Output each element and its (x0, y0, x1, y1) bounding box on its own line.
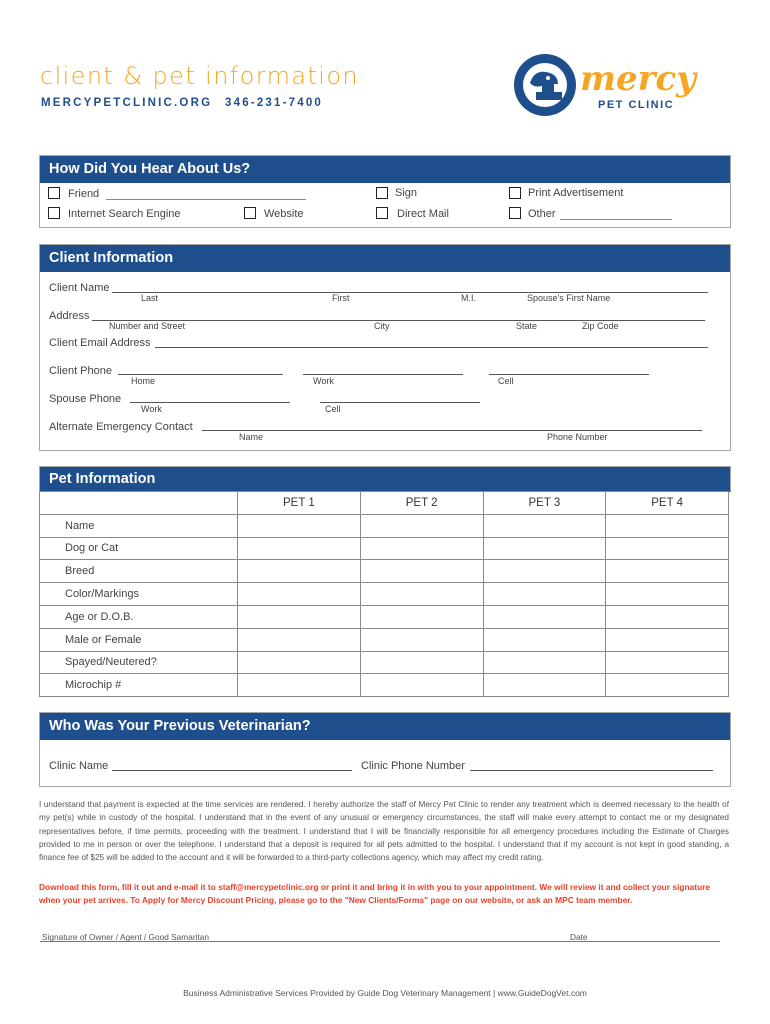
website-label: Website (264, 208, 304, 220)
pet-cell[interactable] (360, 537, 483, 560)
client-name-field[interactable] (112, 292, 708, 293)
pet-cell[interactable] (360, 674, 483, 697)
mercy-logo (512, 50, 712, 120)
row-label-age: Age or D.O.B. (40, 605, 238, 628)
pet-cell[interactable] (238, 628, 361, 651)
pet-cell[interactable] (606, 537, 729, 560)
table-row (40, 560, 729, 583)
pet-cell[interactable] (238, 583, 361, 606)
direct-mail-label: Direct Mail (397, 208, 449, 220)
row-label-color: Color/Markings (40, 583, 238, 606)
pet-cell[interactable] (483, 674, 606, 697)
previous-vet-section (39, 712, 731, 787)
row-label-spayed: Spayed/Neutered? (40, 651, 238, 674)
spouse-cell-caption: Cell (325, 404, 341, 414)
middle-initial-caption: M.I. (461, 293, 476, 303)
spouse-work-caption: Work (141, 404, 162, 414)
other-field[interactable] (560, 219, 672, 220)
internet-label: Internet Search Engine (68, 208, 181, 220)
spouse-work-phone-field[interactable] (130, 402, 290, 403)
pet-info-heading: Pet Information (40, 467, 730, 492)
pet-cell[interactable] (238, 560, 361, 583)
spouse-phone-label: Spouse Phone (49, 393, 122, 405)
home-caption: Home (131, 376, 156, 386)
pet-cell[interactable] (606, 605, 729, 628)
pet-cell[interactable] (606, 514, 729, 537)
pet-cell[interactable] (360, 628, 483, 651)
authorization-paragraph: I understand that payment is expected at the time services are rendered. I hereby authorize the staff of Mercy Pet Clinic to render any treatment which is deemed necessary to the health of my pet(s) while in custody of the hospital. I understand that in the event of any unusual or emergency circumstances, the staff will make every attempt to contact me or my designated representatives before, if time permits, proceeding with the treatment. I understand that I will be financially responsible for all emergency procedures including the Estimate of Charges provided to me in person or over the telephone. I understand that a deposit is required for all pets admitted to the hospital. I understand that if my account is not kept in good standing, a finance fee of $25 will be added to the account and it will be forwarded to a third-party collections agency, which may affect my credit rating. (39, 800, 729, 863)
table-row (40, 651, 729, 674)
svg-text:PET CLINIC: PET CLINIC (598, 99, 675, 111)
pet-table (39, 491, 729, 697)
table-row (40, 537, 729, 560)
pet-cell[interactable] (606, 560, 729, 583)
website-checkbox[interactable] (244, 207, 256, 219)
pet-cell[interactable] (483, 583, 606, 606)
date-label: Date (570, 932, 588, 942)
table-row (40, 628, 729, 651)
sign-checkbox[interactable] (376, 187, 388, 199)
street-caption: Number and Street (109, 321, 186, 331)
address-label: Address (49, 310, 90, 322)
friend-checkbox[interactable] (48, 187, 60, 199)
friend-label: Friend (68, 188, 100, 200)
print-ad-label: Print Advertisement (528, 187, 624, 199)
signature-label: Signature of Owner / Agent / Good Samaritan (42, 932, 209, 942)
pet-cell[interactable] (606, 628, 729, 651)
internet-checkbox[interactable] (48, 207, 60, 219)
pet-info-section (39, 466, 731, 492)
pet-cell[interactable] (483, 537, 606, 560)
home-phone-field[interactable] (118, 374, 283, 375)
row-label-species: Dog or Cat (40, 537, 238, 560)
row-label-breed: Breed (40, 560, 238, 583)
alt-contact-field[interactable] (202, 430, 702, 431)
alt-name-caption: Name (239, 432, 264, 442)
cell-caption: Cell (498, 376, 514, 386)
friend-field[interactable] (106, 199, 306, 200)
pet-cell[interactable] (238, 514, 361, 537)
row-label-microchip: Microchip # (40, 674, 238, 697)
clinic-phone-field[interactable] (470, 770, 713, 771)
direct-mail-checkbox[interactable] (376, 207, 388, 219)
pet-cell[interactable] (360, 560, 483, 583)
row-label-name: Name (40, 514, 238, 537)
pet-cell[interactable] (606, 674, 729, 697)
pet-cell[interactable] (483, 651, 606, 674)
pet-cell[interactable] (238, 605, 361, 628)
pet-4-header: PET 4 (606, 492, 729, 515)
pet-cell[interactable] (483, 605, 606, 628)
footer-text: Business Administrative Services Provided by Guide Dog Veterinary Management | www.GuideDogVet.com (183, 988, 587, 998)
pet-cell[interactable] (606, 651, 729, 674)
work-phone-field[interactable] (303, 374, 463, 375)
email-label: Client Email Address (49, 337, 151, 349)
pet-cell[interactable] (360, 514, 483, 537)
zip-caption: Zip Code (582, 321, 619, 331)
svg-text:mercy: mercy (580, 59, 696, 99)
table-row (40, 583, 729, 606)
first-name-caption: First (332, 293, 350, 303)
client-phone-label: Client Phone (49, 365, 112, 377)
pet-cell[interactable] (483, 514, 606, 537)
work-caption: Work (313, 376, 334, 386)
alt-phone-caption: Phone Number (547, 432, 608, 442)
pet-cell[interactable] (483, 628, 606, 651)
pet-3-header: PET 3 (483, 492, 606, 515)
pet-header-blank (40, 492, 238, 515)
pet-cell[interactable] (360, 651, 483, 674)
table-row (40, 605, 729, 628)
website-link[interactable]: MERCYPETCLINIC.ORG (41, 97, 213, 109)
pet-2-header: PET 2 (360, 492, 483, 515)
table-row (40, 514, 729, 537)
client-info-heading: Client Information (40, 245, 730, 272)
table-row (40, 674, 729, 697)
other-checkbox[interactable] (509, 207, 521, 219)
logo-icon (512, 50, 712, 120)
page-title: client & pet information (40, 62, 360, 90)
pet-cell[interactable] (238, 537, 361, 560)
alt-contact-label: Alternate Emergency Contact (49, 421, 193, 433)
last-name-caption: Last (141, 293, 159, 303)
client-name-label: Client Name (49, 282, 110, 294)
pet-cell[interactable] (360, 605, 483, 628)
state-caption: State (516, 321, 538, 331)
pet-cell[interactable] (238, 651, 361, 674)
clinic-name-label: Clinic Name (49, 760, 109, 772)
spouse-first-name-caption: Spouse's First Name (527, 293, 611, 303)
cell-phone-field[interactable] (489, 374, 649, 375)
clinic-phone-label: Clinic Phone Number (361, 760, 465, 772)
city-caption: City (374, 321, 390, 331)
spouse-cell-phone-field[interactable] (320, 402, 480, 403)
previous-vet-heading: Who Was Your Previous Veterinarian? (40, 713, 730, 740)
pet-header-row (40, 492, 729, 515)
hear-about-us-heading: How Did You Hear About Us? (40, 156, 730, 183)
phone-number: 346-231-7400 (225, 97, 324, 109)
download-notice: Download this form, fill it out and e-mail it to staff@mercypetclinic.org or print it and bring it in with you to your appointment. We will review it and collect your signature when your pet arrives. To Apply for Mercy Discount Pricing, please go to the "New Clients/Forms" page on our website, or ask an MPC team member. (39, 882, 711, 905)
pet-cell[interactable] (483, 560, 606, 583)
row-label-sex: Male or Female (40, 628, 238, 651)
clinic-name-field[interactable] (112, 770, 352, 771)
sign-label: Sign (395, 187, 418, 199)
pet-cell[interactable] (238, 674, 361, 697)
other-label: Other (528, 208, 556, 220)
email-field[interactable] (155, 347, 708, 348)
pet-cell[interactable] (360, 583, 483, 606)
print-ad-checkbox[interactable] (509, 187, 521, 199)
pet-cell[interactable] (606, 583, 729, 606)
pet-1-header: PET 1 (238, 492, 361, 515)
